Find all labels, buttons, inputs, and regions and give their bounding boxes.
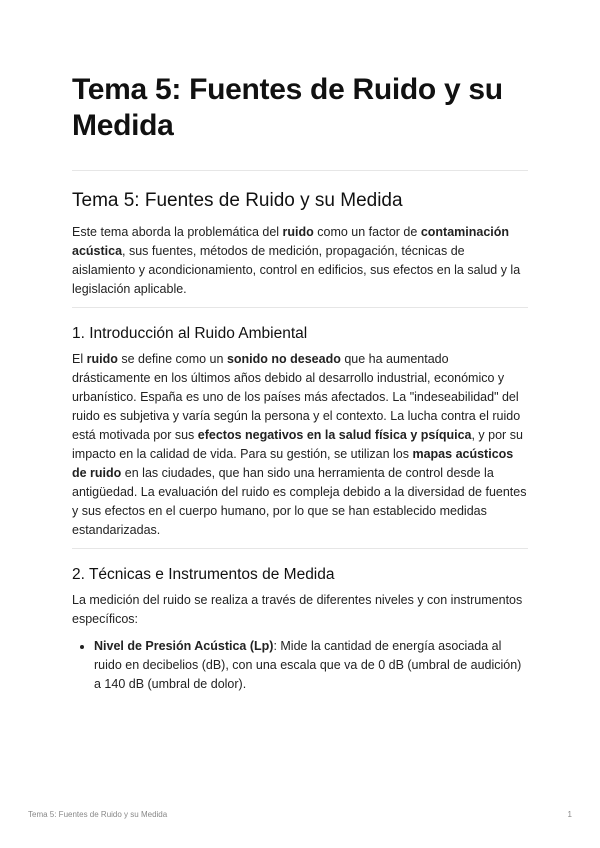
- topic-summary-paragraph: Este tema aborda la problemática del ruido como un factor de contaminación acústica, sus fuentes, métodos de medición, propagación, técnicas de aislamiento y acondicionamiento, control en edificios, sus efectos en la salud y la legislación aplicable.: [72, 225, 521, 296]
- section-divider: [72, 307, 528, 308]
- tecnicas-intro-paragraph: La medición del ruido se realiza a través de diferentes niveles y con instrumentos específicos:: [72, 593, 523, 626]
- section-heading-introduccion: 1. Introducción al Ruido Ambiental: [72, 325, 308, 342]
- introduccion-paragraph: El ruido se define como un sonido no deseado que ha aumentado drásticamente en los últimos años debido al desarrollo industrial, económico y urbanístico. España es uno de los países más afectados. La "indeseabilidad" del ruido es subjetiva y varía según la persona y el contexto. La lucha contra el ruido está motivada por sus efectos negativos en la salud física y psíquica, y por su impacto en la calidad de vida. Para su gestión, se utilizan los mapas acústicos de ruido en las ciudades, que han sido una herramienta de control desde la antigüedad. La evaluación del ruido es compleja debido a la diversidad de fuentes y sus efectos en el cuerpo humano, por lo que se han establecido medidas estandarizadas.: [72, 352, 527, 537]
- section-divider: [72, 548, 528, 549]
- document-title: Tema 5: Fuentes de Ruido y su Medida: [72, 73, 503, 142]
- list-item: • Nivel de Presión Acústica (Lp): Mide la cantidad de energía asociada al ruido en decibelios (dB), con una escala que va de 0 dB (umbral de audición) a 140 dB (umbral de dolor).: [94, 637, 528, 694]
- footer-title: Tema 5: Fuentes de Ruido y su Medida: [28, 810, 168, 819]
- page-number: 1: [567, 810, 572, 819]
- document-page: [72, 72, 528, 694]
- section-heading-tecnicas: 2. Técnicas e Instrumentos de Medida: [72, 566, 335, 583]
- title-divider: [72, 170, 528, 171]
- tecnicas-list: [72, 637, 528, 694]
- section-heading-intro-topic: Tema 5: Fuentes de Ruido y su Medida: [72, 190, 403, 211]
